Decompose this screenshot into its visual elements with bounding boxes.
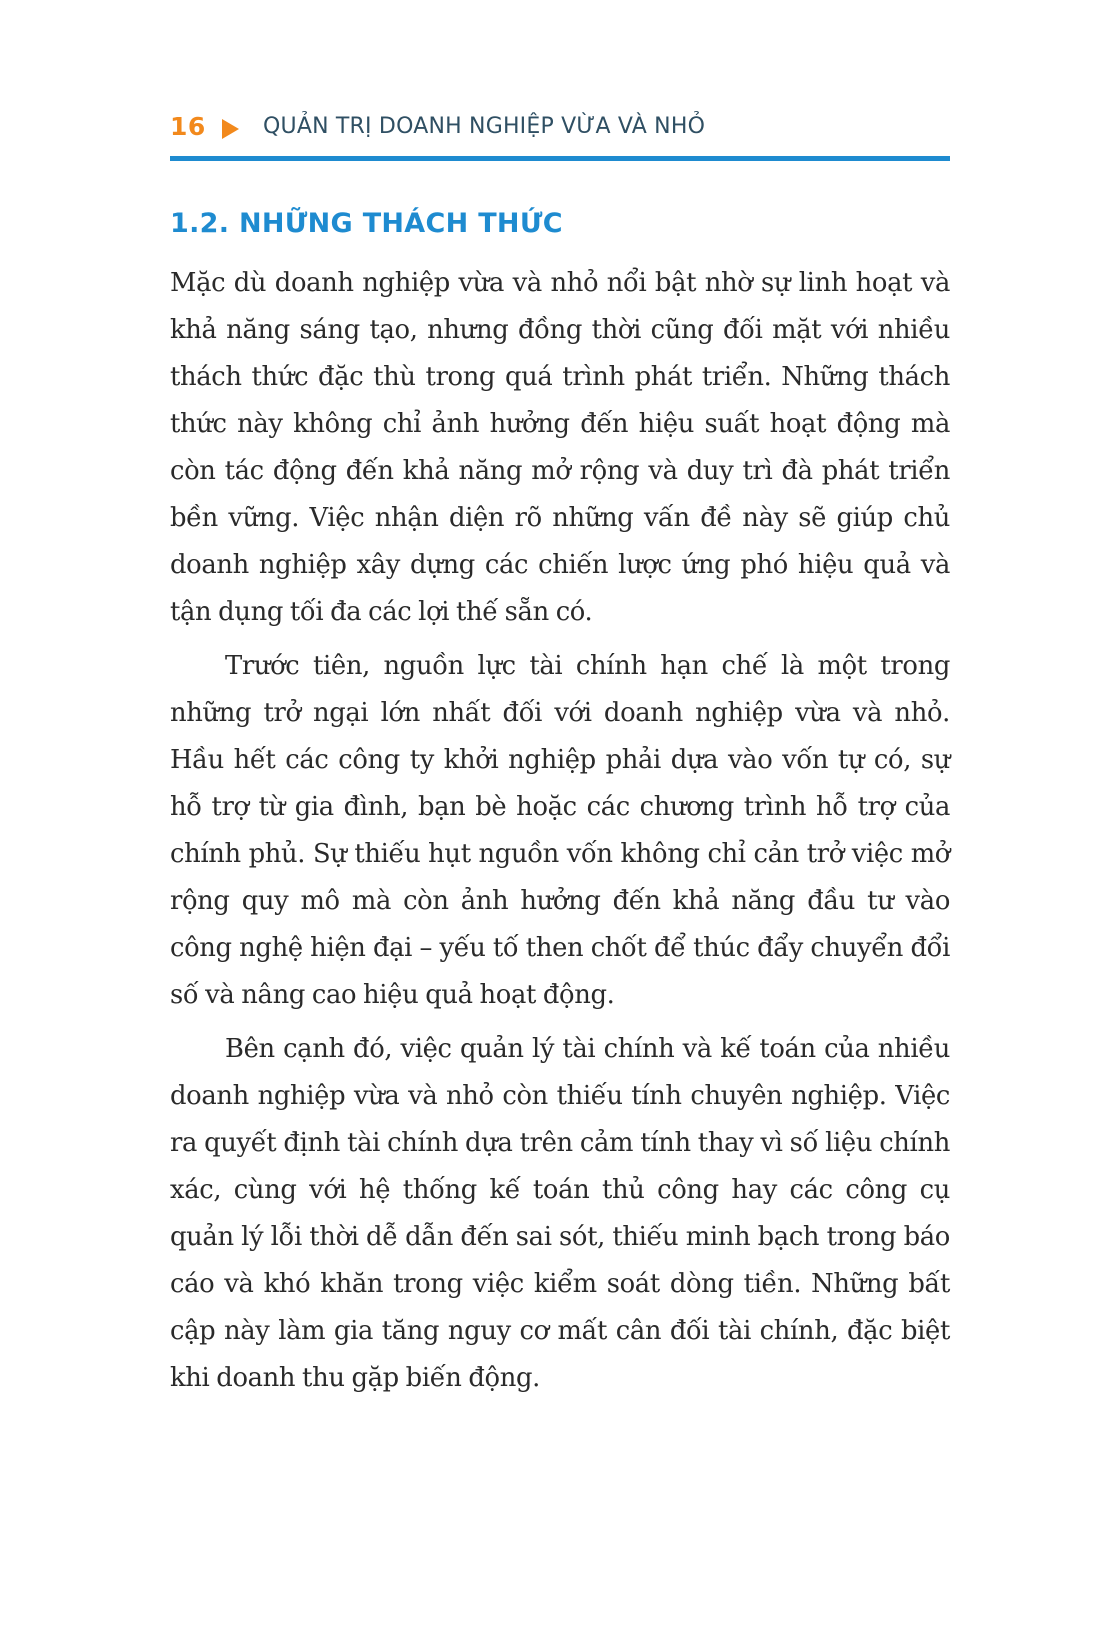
header-divider [170,156,950,161]
play-arrow-icon [222,119,239,139]
paragraph-financial-management: Bên cạnh đó, việc quản lý tài chính và kế toán của nhiều doanh nghiệp vừa và nhỏ còn thiếu tính chuyên nghiệp. Việc ra quyết định tài chính dựa trên cảm tính thay vì số liệu chính xác, cùng với hệ thống kế toán thủ công hay các công cụ quản lý lỗi thời dễ dẫn đến sai sót, thiếu minh bạch trong báo cáo và khó khăn trong việc kiểm soát dòng tiền. Những bất cập này làm gia tăng nguy cơ mất cân đối tài chính, đặc biệt khi doanh thu gặp biến động. [170,1034,950,1393]
page-number: 16 [170,112,206,141]
running-header [170,108,950,158]
book-title: QUẢN TRỊ DOANH NGHIỆP VỪA VÀ NHỎ [263,114,706,139]
section-heading: 1.2. NHỮNG THÁCH THỨC [170,208,563,239]
body-text [170,260,950,1409]
paragraph-intro: Mặc dù doanh nghiệp vừa và nhỏ nổi bật nhờ sự linh hoạt và khả năng sáng tạo, nhưng đồng thời cũng đối mặt với nhiều thách thức đặc thù trong quá trình phát triển. Những thách thức này không chỉ ảnh hưởng đến hiệu suất hoạt động mà còn tác động đến khả năng mở rộng và duy trì đà phát triển bền vững. Việc nhận diện rõ những vấn đề này sẽ giúp chủ doanh nghiệp xây dựng các chiến lược ứng phó hiệu quả và tận dụng tối đa các lợi thế sẵn có. [170,268,950,627]
paragraph-financial-resources: Trước tiên, nguồn lực tài chính hạn chế là một trong những trở ngại lớn nhất đối với doanh nghiệp vừa và nhỏ. Hầu hết các công ty khởi nghiệp phải dựa vào vốn tự có, sự hỗ trợ từ gia đình, bạn bè hoặc các chương trình hỗ trợ của chính phủ. Sự thiếu hụt nguồn vốn không chỉ cản trở việc mở rộng quy mô mà còn ảnh hưởng đến khả năng đầu tư vào công nghệ hiện đại – yếu tố then chốt để thúc đẩy chuyển đổi số và nâng cao hiệu quả hoạt động. [170,651,950,1010]
